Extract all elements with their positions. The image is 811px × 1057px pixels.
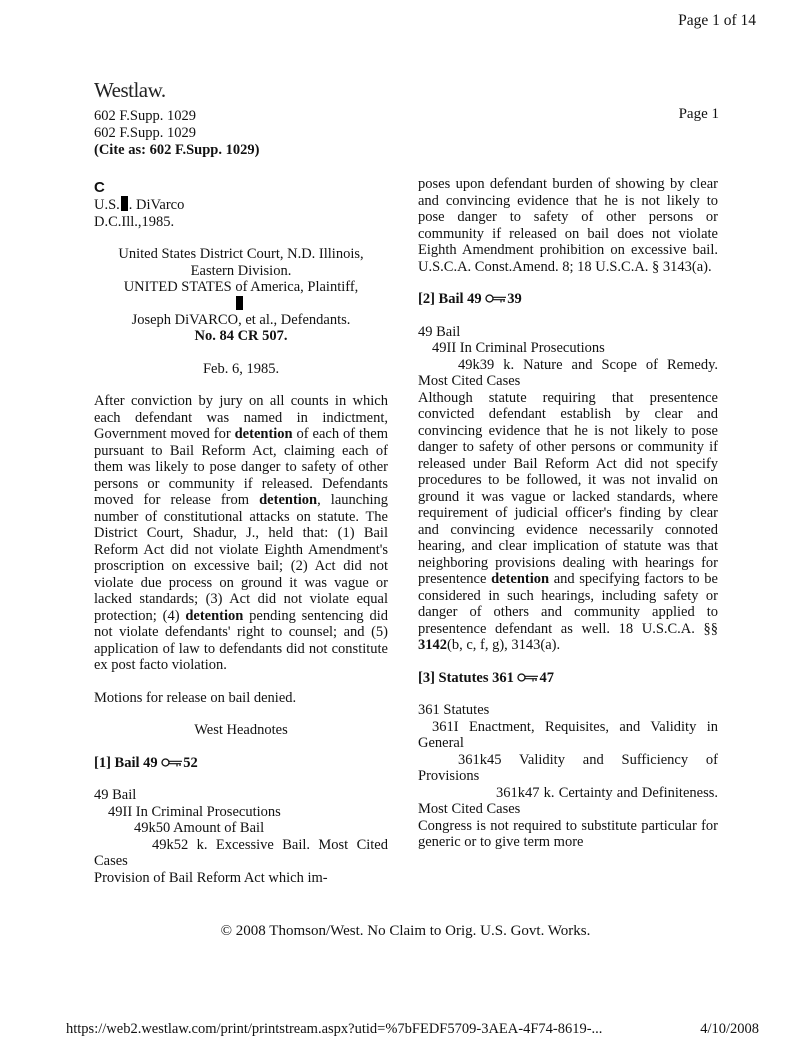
left-column xyxy=(94,180,388,886)
citation-line-2: 602 F.Supp. 1029 xyxy=(94,125,196,141)
westlaw-logo: Westlaw. xyxy=(94,78,166,102)
hn3-key-detail[interactable]: 361k47 k. Certainty and Definiteness. Most Cited Cases xyxy=(418,784,718,817)
hn3-topic: 361 Statutes xyxy=(418,702,490,718)
hn3-subtopic: 361I Enactment, Requisites, and Validity in General xyxy=(418,718,718,751)
plaintiff-line: UNITED STATES of America, Plaintiff, xyxy=(123,279,359,295)
page-label: Page 1 xyxy=(678,106,719,122)
citation-block xyxy=(94,108,259,159)
cite-as: (Cite as: 602 F.Supp. 1029) xyxy=(94,142,260,158)
case-short-title: U.S. . DiVarco xyxy=(94,197,185,213)
hn1-key-detail[interactable]: 49k52 k. Excessive Bail. Most Cited Cases xyxy=(94,836,388,869)
hn2-text: Although statute requiring that presentence convicted defendant establish by clear and convincing evidence that he is not likely to pose danger to safety of other persons or community if released under Bail Reform Act did not specify procedures to be followed, it was not invalid on ground it was vague or lacked standards, where requirement of judicial officer's finding by clear and convincing evidence necessarily connoted hearing, and clear implication of statute was that neighboring provisions dealing with hearings for presentence detention and specifying factors to be considered in such hearings, including safety or danger of others and community applied to presentence defendant as well. 18 U.S.C.A. §§ 3142(b, c, f, g), 3143(a). xyxy=(418,389,718,653)
docket-number: No. 84 CR 507. xyxy=(194,328,288,344)
hn1-subtopic: 49II In Criminal Prosecutions xyxy=(108,803,281,820)
page-count: Page 1 of 14 xyxy=(678,12,756,29)
key-number-icon xyxy=(161,757,183,768)
redaction-mark xyxy=(121,196,128,211)
hn1-key-line: 49k50 Amount of Bail xyxy=(134,820,265,836)
decision-date: Feb. 6, 1985. xyxy=(202,360,280,377)
court-full-1: United States District Court, N.D. Illinois, xyxy=(118,246,364,262)
print-url: https://web2.westlaw.com/print/printstream.aspx?utid=%7bFEDF5709-3AEA-4F74-8619-... xyxy=(66,1021,603,1037)
right-column xyxy=(418,176,718,851)
versus-redaction xyxy=(94,296,388,308)
hn3-key-line: 361k45 Validity and Sufficiency of Provisions xyxy=(418,751,718,784)
court-full-2: Eastern Division. xyxy=(190,262,292,279)
citation-line-1: 602 F.Supp. 1029 xyxy=(94,108,196,124)
hn1-topic: 49 Bail xyxy=(94,787,137,803)
hn1-text-continued: poses upon defendant burden of showing by clear and convincing evidence that he is not likely to pose danger to safety of other persons or community if released on bail does not violate Eighth Amendment prohibition on excessive bail. U.S.C.A. Const.Amend. 8; 18 U.S.C.A. § 3143(a). xyxy=(418,176,718,275)
hn1-text: Provision of Bail Reform Act which im- xyxy=(94,869,328,886)
court-abbr: D.C.Ill.,1985. xyxy=(94,213,175,230)
hn2-subtopic: 49II In Criminal Prosecutions xyxy=(432,340,605,356)
hn3-text: Congress is not required to substitute particular for generic or to give term more xyxy=(418,817,718,850)
synopsis: After conviction by jury on all counts in which each defendant was named in indictment, Government moved for detention of each of them pursuant to Bail Reform Act, claiming each of them was likely to pose danger to safety of other persons or community if released. Defendants moved for release from detention, launching number of constitutional attacks on statute. The District Court, Shadur, J., held that: (1) Bail Reform Act did not violate Eighth Amendment's proscription on excessive bail; (2) Act did not violate due process on ground it was vague or lacked standards; (3) Act did not violate equal protection; (4) detention pending sentencing did not violate defendants' right to counsel; and (5) application of law to defendants did not constitute ex post facto violation. xyxy=(94,393,388,673)
redaction-mark xyxy=(236,296,243,310)
west-headnotes-heading: West Headnotes xyxy=(194,722,288,738)
print-date: 4/10/2008 xyxy=(700,1021,759,1037)
hn2-topic: 49 Bail xyxy=(418,323,461,340)
headnote-2-heading[interactable]: [2] Bail 49 39 xyxy=(418,291,522,307)
headnote-3-heading[interactable]: [3] Statutes 361 47 xyxy=(418,669,554,686)
headnote-1-heading[interactable]: [1] Bail 49 52 xyxy=(94,754,198,771)
copyright-footer: © 2008 Thomson/West. No Claim to Orig. U.S. Govt. Works. xyxy=(220,923,591,939)
keycite-flag: C xyxy=(94,179,105,196)
key-number-icon xyxy=(517,672,539,683)
key-number-icon xyxy=(485,293,507,304)
defendants-line: Joseph DiVARCO, et al., Defendants. xyxy=(131,311,351,328)
disposition: Motions for release on bail denied. xyxy=(94,689,297,706)
hn2-key-detail[interactable]: 49k39 k. Nature and Scope of Remedy. Most Cited Cases xyxy=(418,356,718,389)
